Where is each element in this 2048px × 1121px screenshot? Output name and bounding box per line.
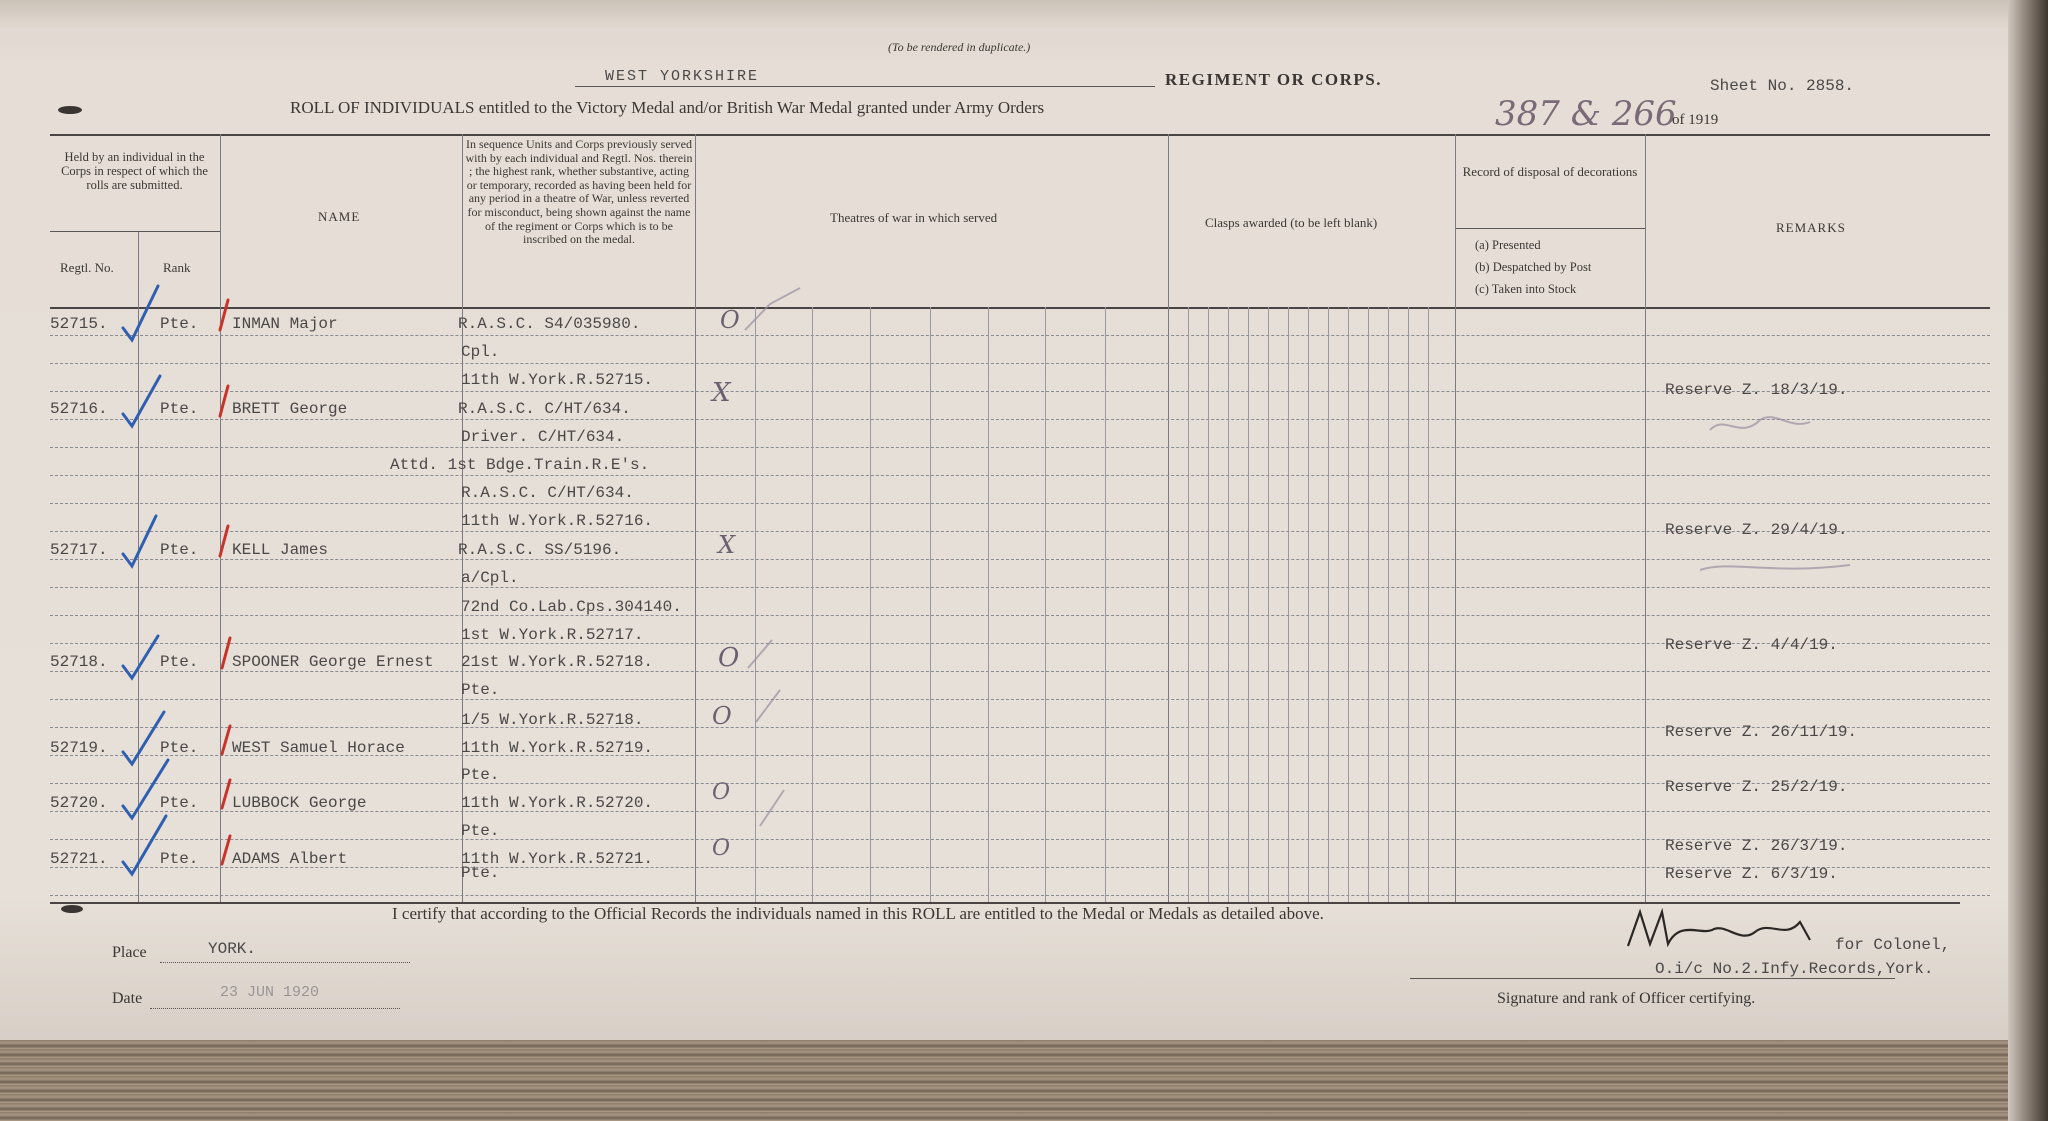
year-label: of 1919 — [1672, 112, 1719, 128]
signature-caption: Signature and rank of Officer certifying. — [1497, 990, 1756, 1007]
verification-mark: O — [712, 836, 731, 861]
signature-line — [1410, 978, 1895, 979]
unit-line: 11th W.York.R.52716. — [461, 512, 654, 530]
regtl-no-header: Regtl. No. — [60, 260, 114, 275]
unit-line: Driver. C/HT/634. — [461, 428, 625, 446]
theatres-header: Theatres of war in which served — [830, 210, 998, 225]
rank: Pte. — [160, 653, 199, 671]
remarks-entry: Reserve Z. 4/4/19. — [1665, 636, 1838, 654]
handwritten-army-orders: 387 & 266 — [1495, 94, 1677, 134]
soldier-name: KELL James — [232, 541, 329, 559]
remarks-entry: Reserve Z. 26/3/19. — [1665, 837, 1848, 855]
signer-office: O.i/c No.2.Infy.Records,York. — [1655, 960, 1934, 978]
remarks-entry: Reserve Z. 18/3/19. — [1665, 381, 1848, 399]
unit-line: R.A.S.C. S4/035980. — [458, 315, 641, 333]
remarks-entry: Reserve Z. 29/4/19. — [1665, 521, 1848, 539]
unit-line: Pte. — [461, 822, 500, 840]
verification-mark: X — [712, 378, 731, 408]
regtl-no: 52717. — [50, 541, 108, 559]
unit-line: a/Cpl. — [461, 569, 519, 587]
soldier-name: BRETT George — [232, 400, 348, 418]
verification-mark: O — [712, 780, 731, 805]
verification-mark: O — [718, 643, 740, 673]
unit-line: 1st W.York.R.52717. — [461, 626, 644, 644]
regtl-no: 52719. — [50, 739, 108, 757]
verification-mark: X — [718, 531, 736, 559]
red-ticks — [220, 300, 230, 864]
unit-line: 21st W.York.R.52718. — [461, 653, 654, 671]
regtl-no: 52718. — [50, 653, 108, 671]
margin-marks — [58, 106, 83, 913]
rank-header: Rank — [163, 260, 191, 275]
rank: Pte. — [160, 541, 199, 559]
unit-line: 1/5 W.York.R.52718. — [461, 711, 644, 729]
date-stamp: 23 JUN 1920 — [220, 984, 320, 1001]
regtl-no: 52715. — [50, 315, 108, 333]
verification-mark: O — [720, 306, 740, 334]
regtl-no: 52720. — [50, 794, 108, 812]
certification-text: I certify that according to the Official Records the individuals named in this ROLL are entitled to the Medal or Medals as detailed above. — [392, 904, 1324, 923]
remarks-entry: Reserve Z. 26/11/19. — [1665, 723, 1858, 741]
unit-line: Cpl. — [461, 343, 500, 361]
unit-line: 11th W.York.R.52719. — [461, 739, 654, 757]
name-header: NAME — [318, 209, 361, 224]
rank: Pte. — [160, 739, 199, 757]
held-by-header: Held by an individual in the Corps in respect of which the rolls are submitted. — [61, 150, 208, 192]
place-line — [160, 962, 410, 963]
place-label: Place — [112, 944, 147, 961]
unit-line: 11th W.York.R.52721. — [461, 850, 654, 868]
blue-ticks — [123, 286, 168, 874]
clasps-header: Clasps awarded (to be left blank) — [1205, 215, 1378, 230]
soldier-name: SPOONER George Ernest — [232, 653, 434, 671]
unit-line: Pte. — [461, 681, 500, 699]
remarks-header: REMARKS — [1776, 220, 1846, 235]
signature — [1628, 912, 1810, 946]
regiment-label: REGIMENT OR CORPS. — [1165, 70, 1383, 89]
remarks-entry: Reserve Z. 6/3/19. — [1665, 865, 1838, 883]
unit-line: R.A.S.C. C/HT/634. — [461, 484, 634, 502]
sheet-number: Sheet No. 2858. — [1710, 77, 1855, 95]
disposal-c: (c) Taken into Stock — [1475, 282, 1577, 296]
pencil-ticks — [745, 288, 1850, 826]
rank: Pte. — [160, 315, 199, 333]
unit-line: 11th W.York.R.52715. — [461, 371, 654, 389]
unit-line: R.A.S.C. C/HT/634. — [458, 400, 631, 418]
rank: Pte. — [160, 794, 199, 812]
date-label: Date — [112, 990, 143, 1007]
roll-title: ROLL OF INDIVIDUALS entitled to the Victory Medal and/or British War Medal granted under Army Orders — [290, 98, 1045, 117]
unit-line: Attd. 1st Bdge.Train.R.E's. — [390, 456, 650, 474]
place-value: YORK. — [208, 940, 257, 958]
regiment-name: WEST YORKSHIRE — [605, 68, 760, 85]
rank: Pte. — [160, 850, 199, 868]
regtl-no: 52716. — [50, 400, 108, 418]
unit-line: 72nd Co.Lab.Cps.304140. — [461, 598, 682, 616]
disposal-b: (b) Despatched by Post — [1475, 260, 1592, 274]
unit-line: Pte. — [461, 766, 500, 784]
signer-title: for Colonel, — [1835, 936, 1951, 954]
disposal-a: (a) Presented — [1475, 238, 1541, 252]
date-line — [150, 1008, 400, 1009]
units-header: In sequence Units and Corps previously served with by each individual and Regtl. Nos. therein ; the highest rank, whether substantive, acting or temporary, recorded as having been held for any period in a theatre of War, unless reverted for misconduct, being shown against the name of the regiment or Corps which is to be inscribed on the medal. — [465, 137, 693, 247]
disposal-header: Record of disposal of decorations — [1462, 164, 1638, 179]
soldier-name: WEST Samuel Horace — [232, 739, 405, 757]
duplicate-note: (To be rendered in duplicate.) — [888, 40, 1031, 54]
regtl-no: 52721. — [50, 850, 108, 868]
soldier-name: INMAN Major — [232, 315, 338, 333]
unit-line: Pte. — [461, 864, 500, 882]
soldier-name: ADAMS Albert — [232, 850, 348, 868]
unit-line: 11th W.York.R.52720. — [461, 794, 654, 812]
remarks-entry: Reserve Z. 25/2/19. — [1665, 778, 1848, 796]
soldier-name: LUBBOCK George — [232, 794, 367, 812]
unit-line: R.A.S.C. SS/5196. — [458, 541, 622, 559]
verification-mark: O — [712, 702, 732, 730]
rank: Pte. — [160, 400, 199, 418]
